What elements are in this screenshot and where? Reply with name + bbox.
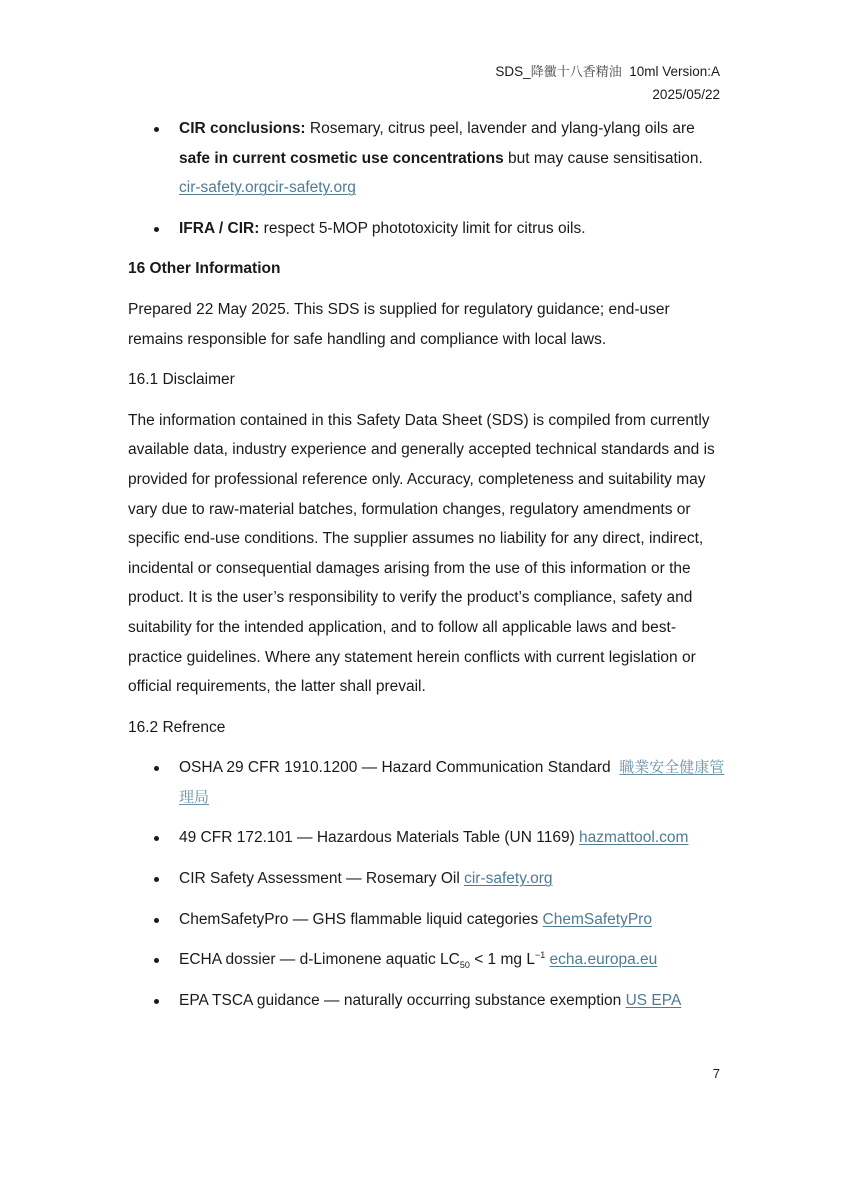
header-title	[495, 61, 720, 84]
section-heading: 16 Other Information	[128, 260, 281, 278]
bullet-icon	[154, 766, 159, 771]
disclaimer-text: The information contained in this Safety Data Sheet (SDS) is compiled from currently available data, industry experience and generally accepted technical standards and is provided for professional reference only. Accuracy, completeness and suitability may vary due to raw-material batches, formulation changes, regulatory amendments or specific end-use conditions. The supplier assumes no liability for any direct, indirect, incidental or consequential damages arising from the use of this information or the product. It is the user’s responsibility to verify the product’s compliance, safety and suitability for the intended application, and to follow all applicable laws and best-practice guidelines. Where any statement herein conflicts with current legislation or official requirements, the latter shall prevail.	[128, 411, 715, 696]
bullet-icon	[154, 918, 159, 923]
cir-safety-reference-link[interactable]: cir-safety.org	[464, 870, 553, 888]
reference-heading: 16.2 Refrence	[128, 718, 226, 736]
item-text: respect 5-MOP phototoxicity limit for citrus oils.	[259, 219, 586, 237]
reference-text: ChemSafetyPro — GHS flammable liquid categories	[179, 910, 543, 928]
reference-item	[128, 753, 728, 812]
reference-item	[128, 864, 728, 894]
item-label: IFRA / CIR:	[179, 219, 260, 237]
reference-list	[128, 753, 728, 1015]
reference-item	[128, 945, 728, 975]
reference-item	[128, 823, 728, 853]
reference-text: < 1 mg L	[469, 951, 535, 969]
bullet-icon	[154, 877, 159, 882]
reference-text: ECHA dossier — d-Limonene aquatic LC	[179, 951, 460, 969]
reference-text: 49 CFR 172.101 — Hazardous Materials Table (UN 1169)	[179, 829, 580, 847]
hazmattool-link[interactable]: hazmattool.com	[579, 829, 689, 847]
superscript: −1	[534, 950, 546, 961]
reference-text: EPA TSCA guidance — naturally occurring substance exemption	[179, 991, 626, 1009]
page-content	[128, 114, 728, 1026]
bullet-icon	[154, 999, 159, 1004]
bullet-icon	[154, 227, 159, 232]
osha-link[interactable]: 職業安全健康管理局	[179, 758, 725, 806]
regulatory-bullet-list	[128, 114, 728, 243]
list-item	[128, 114, 728, 203]
header-date: 2025/05/22	[652, 87, 720, 102]
reference-item	[128, 905, 728, 935]
list-item	[128, 214, 728, 244]
item-label: CIR conclusions:	[179, 120, 306, 137]
reference-item	[128, 986, 728, 1016]
bullet-icon	[154, 836, 159, 841]
us-epa-link[interactable]: US EPA	[625, 991, 682, 1009]
header-prefix: SDS_	[495, 64, 531, 79]
header-product-name: 降黴十八香精油	[530, 65, 622, 80]
header-version: 10ml Version:A	[621, 64, 720, 79]
disclaimer-heading: 16.1 Disclaimer	[128, 371, 235, 389]
page-header	[495, 61, 720, 106]
chemsafetypro-link[interactable]: ChemSafetyPro	[542, 910, 652, 928]
item-text: Rosemary, citrus peel, lavender and ylang-ylang oils are	[305, 120, 695, 137]
reference-text: OSHA 29 CFR 1910.1200 — Hazard Communication Standard	[179, 759, 620, 777]
echa-link[interactable]: echa.europa.eu	[549, 951, 658, 969]
cir-safety-link[interactable]: cir-safety.orgcir-safety.org	[179, 179, 356, 197]
bullet-icon	[154, 958, 159, 963]
bullet-icon	[154, 127, 159, 132]
section-intro: Prepared 22 May 2025. This SDS is supplied for regulatory guidance; end-user remains responsible for safe handling and compliance with local laws.	[128, 300, 670, 348]
subscript: 50	[459, 960, 470, 971]
item-text: but may cause sensitisation.	[503, 149, 703, 167]
item-emphasis: safe in current cosmetic use concentrations	[179, 149, 504, 167]
page-number: 7	[712, 1066, 720, 1081]
reference-text: CIR Safety Assessment — Rosemary Oil	[179, 870, 465, 888]
